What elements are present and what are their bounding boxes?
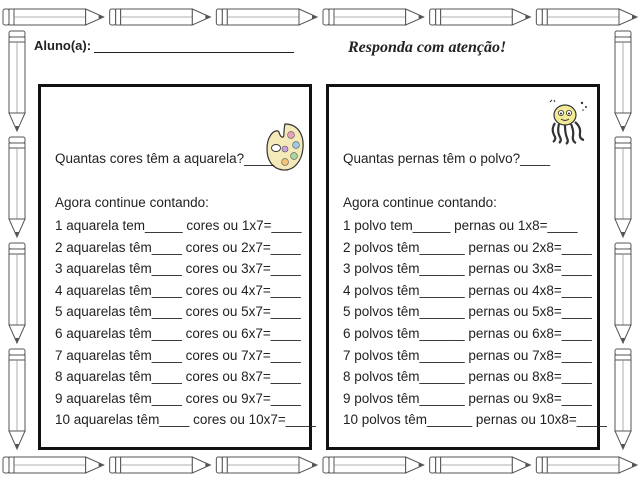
pencil-border-left	[0, 28, 34, 452]
list-item: 9 polvos têm______ pernas ou 9x8=____	[343, 390, 592, 406]
pencil-icon	[615, 349, 631, 449]
watercolor-exercise-panel	[38, 84, 316, 450]
pencil-icon	[323, 9, 424, 25]
pencil-icon	[9, 137, 25, 237]
pencil-icon	[216, 9, 317, 25]
list-item: 10 polvos têm______ pernas ou 10x8=____	[343, 412, 607, 428]
octopus-question: Quantas pernas têm o polvo?____	[343, 151, 551, 166]
list-item: 2 polvos têm______ pernas ou 2x8=____	[343, 239, 592, 255]
list-item: 6 aquarelas têm____ cores ou 6x7=____	[55, 325, 301, 341]
list-item: 1 polvo tem_____ pernas ou 1x8=____	[343, 218, 578, 233]
pencil-border-bottom	[0, 448, 640, 482]
list-item: 10 aquarelas têm____ cores ou 10x7=____	[55, 412, 316, 428]
list-item: 1 aquarela tem_____ cores ou 1x7=____	[55, 218, 302, 233]
pencil-icon	[216, 457, 317, 473]
palette-question: Quantas cores têm a aquarela?____	[55, 151, 275, 166]
list-item: 3 polvos têm______ pernas ou 3x8=____	[343, 261, 592, 277]
pencil-icon	[615, 31, 631, 131]
palette-subtitle: Agora continue contando:	[55, 195, 209, 210]
palette-lines	[55, 215, 316, 431]
list-item: 4 polvos têm______ pernas ou 4x8=____	[343, 282, 592, 298]
pencil-icon	[615, 243, 631, 343]
octopus-icon	[545, 97, 589, 145]
pencil-border-right	[606, 28, 640, 452]
worksheet-header	[34, 38, 606, 66]
list-item: 9 aquarelas têm____ cores ou 9x7=____	[55, 390, 301, 406]
pencil-icon	[536, 9, 637, 25]
list-item: 5 polvos têm______ pernas ou 5x8=____	[343, 304, 592, 320]
pencil-icon	[430, 457, 531, 473]
pencil-icon	[3, 9, 104, 25]
octopus-lines	[343, 215, 607, 431]
pencil-icon	[9, 243, 25, 343]
pencil-icon	[110, 457, 211, 473]
list-item: 5 aquarelas têm____ cores ou 5x7=____	[55, 304, 301, 320]
pencil-border-top	[0, 0, 640, 34]
pencil-icon	[3, 457, 104, 473]
list-item: 3 aquarelas têm____ cores ou 3x7=____	[55, 261, 301, 277]
octopus-subtitle: Agora continue contando:	[343, 195, 497, 210]
list-item: 8 aquarelas têm____ cores ou 8x7=____	[55, 369, 301, 385]
pencil-icon	[9, 31, 25, 131]
student-name-field[interactable]	[34, 38, 294, 53]
list-item: 2 aquarelas têm____ cores ou 2x7=____	[55, 239, 301, 255]
list-item: 8 polvos têm______ pernas ou 8x8=____	[343, 369, 592, 385]
pencil-icon	[430, 9, 531, 25]
student-name-label: Aluno(a):	[34, 38, 92, 53]
list-item: 7 polvos têm______ pernas ou 7x8=____	[343, 347, 592, 363]
pencil-icon	[615, 137, 631, 237]
pencil-icon	[110, 9, 211, 25]
pencil-icon	[536, 457, 637, 473]
pencil-icon	[323, 457, 424, 473]
list-item: 4 aquarelas têm____ cores ou 4x7=____	[55, 282, 301, 298]
instruction-title: Responda com atenção!	[348, 39, 507, 56]
octopus-exercise-panel	[326, 84, 607, 450]
pencil-icon	[9, 349, 25, 449]
student-name-blank[interactable]	[94, 40, 294, 53]
list-item: 6 polvos têm______ pernas ou 6x8=____	[343, 325, 592, 341]
list-item: 7 aquarelas têm____ cores ou 7x7=____	[55, 347, 301, 363]
